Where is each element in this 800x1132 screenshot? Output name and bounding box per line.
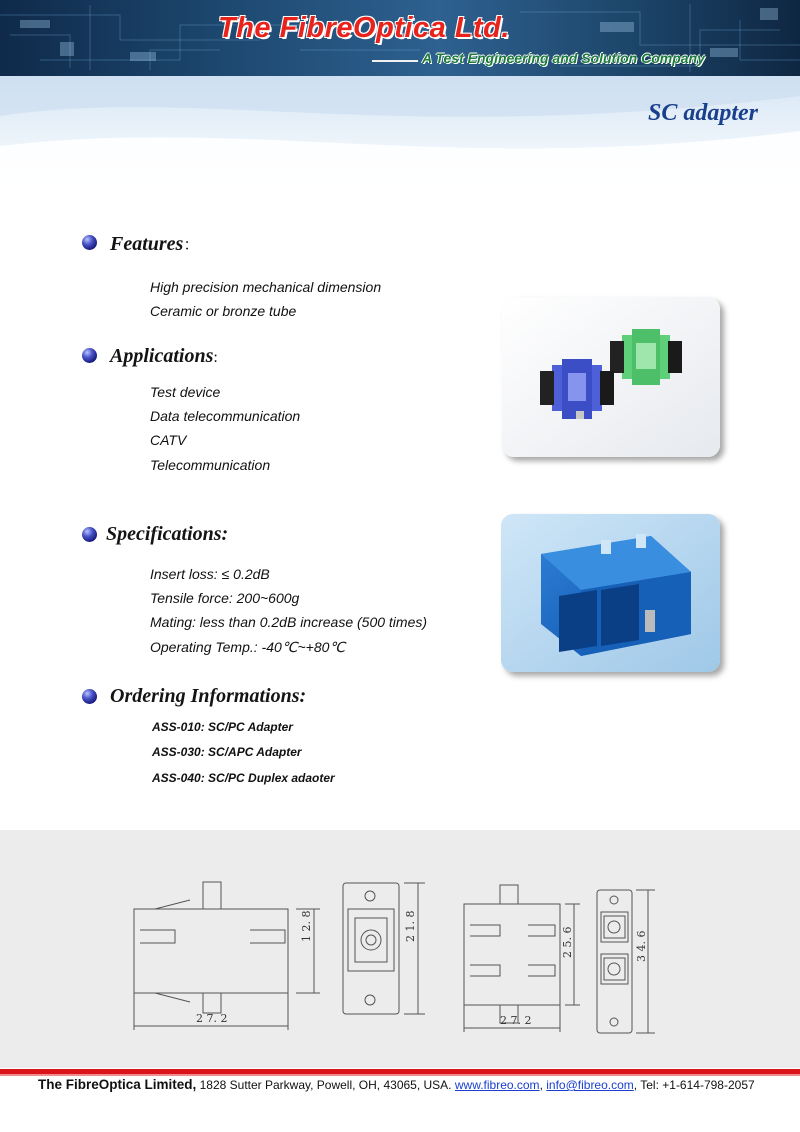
applications-heading: Applications: xyxy=(110,345,218,367)
bullet-icon xyxy=(82,348,97,363)
website-link[interactable]: www.fibreo.com xyxy=(454,1078,540,1092)
application-item: Data telecommunication xyxy=(150,408,301,424)
ordering-heading: Ordering Informations: xyxy=(110,685,307,707)
dim-label-simplex-height: 1 2. 8 xyxy=(300,910,313,942)
feature-item: Ceramic or bronze tube xyxy=(150,303,297,319)
sc-duplex-adapter-image xyxy=(501,514,720,672)
order-item: ASS-010: SC/PC Adapter xyxy=(152,720,293,734)
product-title: SC adapter xyxy=(647,100,758,126)
dim-label-duplex-width: 2 7. 2 xyxy=(500,1014,532,1027)
simplex-side-view xyxy=(134,882,320,1030)
bullet-icon xyxy=(82,689,97,704)
footer-contact xyxy=(38,1077,755,1092)
product-photo-duplex-adapter xyxy=(501,514,720,672)
simplex-front-view xyxy=(343,883,425,1014)
order-item: ASS-030: SC/APC Adapter xyxy=(152,745,302,759)
company-title: The FibreOptica Ltd. xyxy=(218,12,510,44)
dim-label-simplex-width: 2 7. 2 xyxy=(196,1012,228,1025)
footer-phone: , Tel: +1-614-798-2057 xyxy=(633,1078,755,1092)
dim-label-duplex-front-height: 3 4. 6 xyxy=(635,930,648,962)
company-tagline: A Test Engineering and Solution Company xyxy=(422,50,705,66)
sc-adapter-pair-image xyxy=(502,297,720,457)
application-item: CATV xyxy=(150,432,187,448)
spec-item: Mating: less than 0.2dB increase (500 times) xyxy=(150,614,428,630)
tagline-rule xyxy=(372,60,418,62)
spec-item: Operating Temp.: -40℃~+80℃ xyxy=(150,639,346,655)
application-item: Test device xyxy=(150,384,221,400)
dim-label-duplex-height: 2 5. 6 xyxy=(561,926,574,958)
specifications-heading: Specifications: xyxy=(106,523,229,545)
spec-item: Insert loss: ≤ 0.2dB xyxy=(150,566,270,582)
header-wave-decoration xyxy=(0,76,800,196)
order-item: ASS-040: SC/PC Duplex adaoter xyxy=(152,771,335,785)
dim-label-simplex-front-height: 2 1. 8 xyxy=(404,910,417,942)
technical-drawing-panel xyxy=(0,830,800,1068)
application-item: Telecommunication xyxy=(150,457,271,473)
footer-rule-light xyxy=(0,1074,800,1076)
bullet-icon xyxy=(82,235,97,250)
product-photo-simplex-adapters xyxy=(502,297,720,457)
footer-company-name: The FibreOptica Limited, xyxy=(38,1077,197,1092)
footer-separator: , xyxy=(539,1078,547,1092)
spec-item: Tensile force: 200~600g xyxy=(150,590,300,606)
email-link[interactable]: info@fibreo.com xyxy=(546,1078,634,1092)
footer-address: 1828 Sutter Parkway, Powell, OH, 43065, USA. xyxy=(196,1078,455,1092)
dimension-drawings xyxy=(0,830,800,1068)
feature-item: High precision mechanical dimension xyxy=(150,279,382,295)
bullet-icon xyxy=(82,527,97,542)
features-heading: Features： xyxy=(110,233,200,255)
